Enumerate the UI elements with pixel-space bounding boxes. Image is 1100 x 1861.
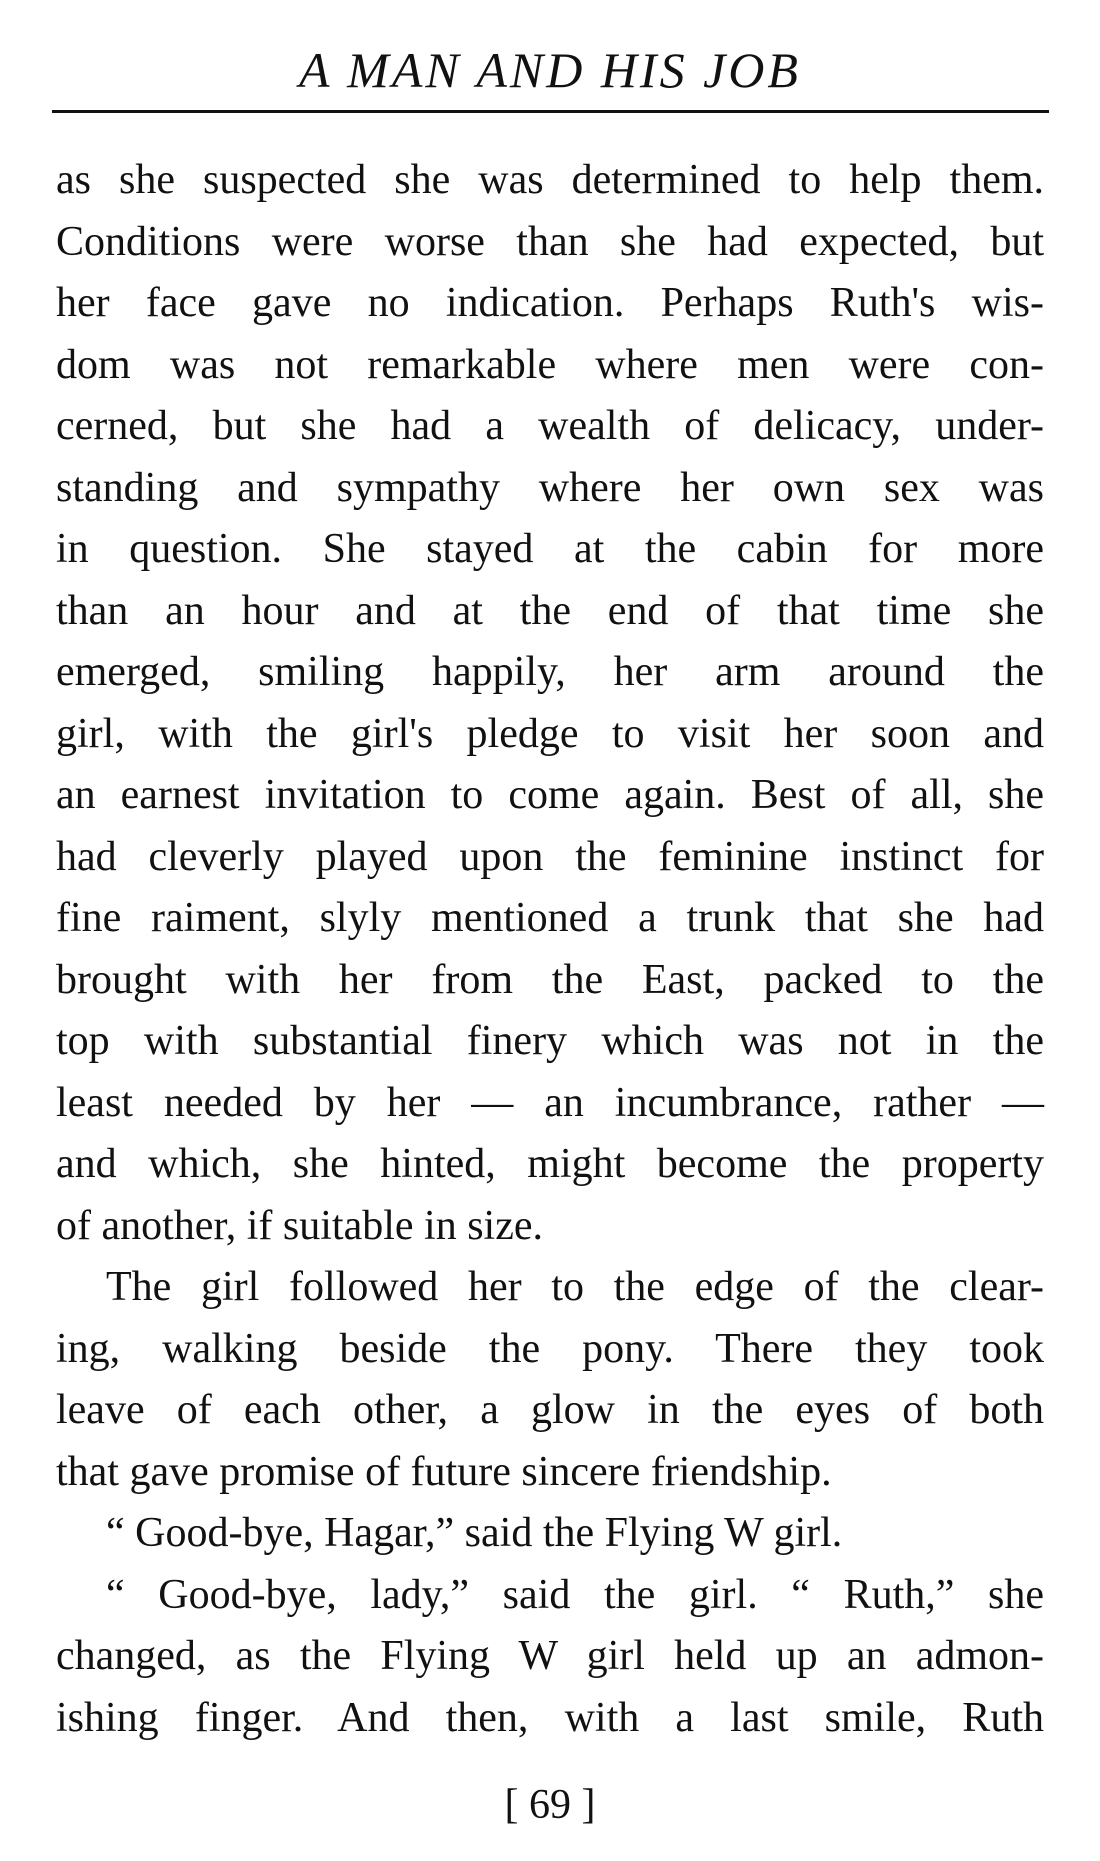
- text-line: had cleverly played upon the feminine instinct for: [56, 833, 1044, 880]
- text-line: ishing finger. And then, with a last smile, Ruth: [56, 1694, 1044, 1741]
- text-line: The girl followed her to the edge of the clear-: [106, 1264, 1044, 1310]
- text-line: least needed by her — an incumbrance, rather —: [56, 1079, 1044, 1126]
- text-line: emerged, smiling happily, her arm around the: [56, 649, 1044, 695]
- text-line: Conditions were worse than she had expected, but: [56, 218, 1044, 265]
- text-line: cerned, but she had a wealth of delicacy, under-: [56, 403, 1044, 449]
- page-number: [ 69 ]: [504, 1782, 596, 1828]
- text-line: her face gave no indication. Perhaps Ruth's wis-: [56, 280, 1044, 326]
- text-line: fine raiment, slyly mentioned a trunk that she had: [56, 895, 1044, 941]
- text-line: top with substantial finery which was not in the: [56, 1018, 1044, 1064]
- text-line: than an hour and at the end of that time she: [56, 587, 1044, 634]
- text-line: of another, if suitable in size.: [56, 1202, 543, 1249]
- text-line: leave of each other, a glow in the eyes of both: [56, 1387, 1044, 1433]
- body-text: [56, 150, 1044, 1749]
- text-line: changed, as the Flying W girl held up an admon-: [56, 1633, 1044, 1679]
- text-line: that gave promise of future sincere friendship.: [56, 1448, 832, 1495]
- header-rule: [52, 110, 1049, 113]
- text-line: “ Good-bye, Hagar,” said the Flying W girl.: [106, 1510, 843, 1556]
- text-line: in question. She stayed at the cabin for more: [56, 526, 1044, 572]
- text-line: as she suspected she was determined to help them.: [56, 157, 1044, 203]
- text-line: and which, she hinted, might become the property: [56, 1141, 1044, 1187]
- text-line: girl, with the girl's pledge to visit her soon and: [56, 710, 1044, 757]
- text-line: standing and sympathy where her own sex was: [56, 464, 1044, 511]
- running-head: A MAN AND HIS JOB: [299, 42, 801, 98]
- text-line: dom was not remarkable where men were con-: [56, 341, 1044, 388]
- text-line: “ Good-bye, lady,” said the girl. “ Ruth,” she: [106, 1571, 1044, 1618]
- text-line: ing, walking beside the pony. There they took: [56, 1325, 1044, 1372]
- text-line: an earnest invitation to come again. Best of all, she: [56, 772, 1044, 818]
- text-line: brought with her from the East, packed to the: [56, 956, 1044, 1003]
